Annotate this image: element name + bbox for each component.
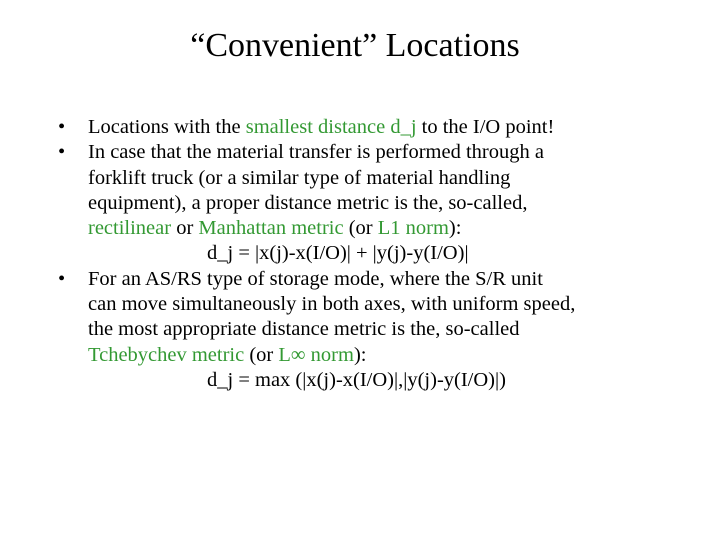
highlight-manhattan-metric: Manhattan metric	[198, 217, 344, 240]
bullet-item-2	[58, 140, 718, 266]
bullet-3-line-1: For an AS/RS type of storage mode, where the S/R unit	[88, 267, 543, 290]
bullet-2-line-3: equipment), a proper distance metric is the, so-called,	[88, 191, 528, 214]
bullet-1-line-1	[88, 115, 718, 140]
bullet-1-highlight-smallest-distance: smallest distance d_j	[245, 116, 417, 138]
slide-title: “Convenient” Locations	[190, 27, 520, 64]
bullet-2-line-1: In case that the material transfer is performed through a	[88, 141, 544, 164]
bullet-3-text-close: ):	[353, 343, 367, 366]
bullet-3-line-4	[88, 343, 718, 368]
formula-manhattan: d_j = |x(j)-x(I/O)| + |y(j)-y(I/O)|	[207, 242, 469, 265]
bullet-dot: •	[58, 116, 66, 138]
bullet-3-line-2: can move simultaneously in both axes, with uniform speed,	[88, 293, 576, 316]
bullet-item-1	[58, 115, 718, 140]
bullet-dot: •	[58, 141, 66, 164]
highlight-l-infinity-norm: L∞ norm	[278, 343, 354, 366]
bullet-dot: •	[58, 267, 66, 290]
bullet-2-text-close: ):	[448, 217, 462, 240]
slide-body	[58, 115, 718, 393]
highlight-l1-norm: L1 norm	[377, 217, 449, 240]
bullet-2-line-2: forklift truck (or a similar type of material handling	[88, 166, 511, 189]
bullet-1-text-post: to the I/O point!	[416, 116, 555, 138]
bullet-2-text-or-paren: (or	[343, 217, 378, 240]
highlight-tchebychev-metric: Tchebychev metric	[88, 343, 245, 366]
highlight-rectilinear: rectilinear	[88, 217, 172, 240]
bullet-3-line-3: the most appropriate distance metric is the, so-called	[88, 318, 520, 341]
bullet-1-text-pre: Locations with the	[88, 116, 246, 138]
bullet-2-text-or: or	[171, 217, 199, 240]
bullet-2-line-4	[88, 216, 718, 241]
bullet-item-3	[58, 267, 718, 393]
formula-tchebychev: d_j = max (|x(j)-x(I/O)|,|y(j)-y(I/O)|)	[207, 368, 506, 391]
bullet-3-text-or: (or	[244, 343, 279, 366]
